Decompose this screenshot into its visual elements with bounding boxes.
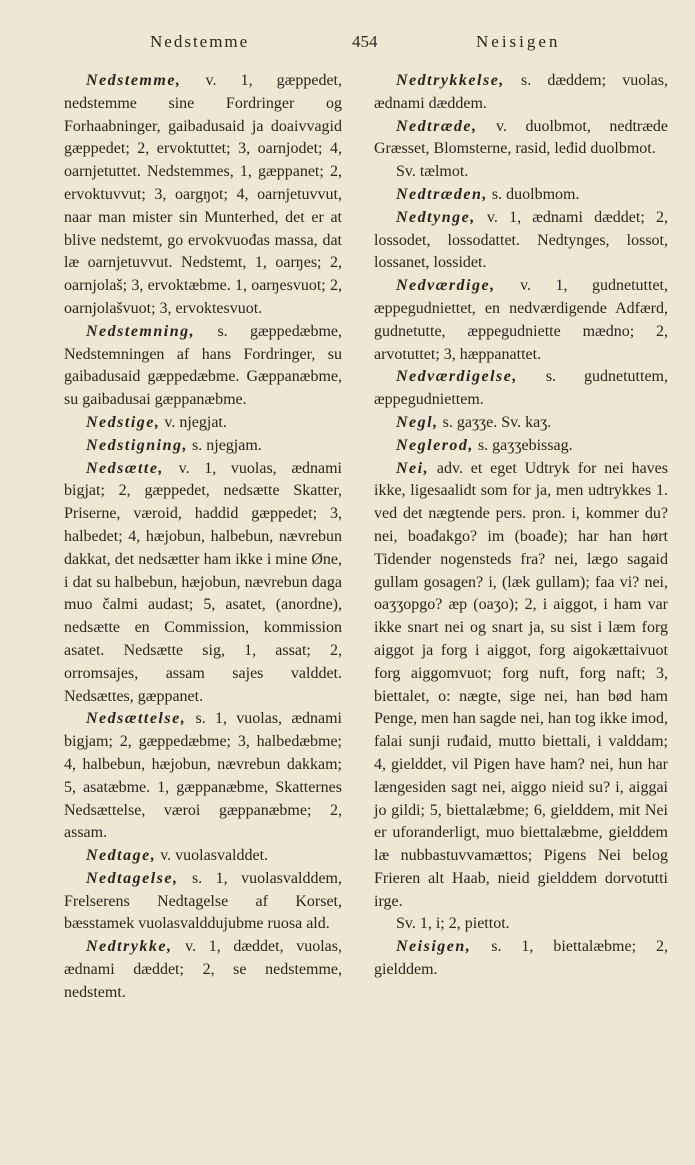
entry-text: v. 1, dæddet, vuolas, ædnami dæddet; 2, se nedstemme, nedstemt. (64, 938, 342, 1001)
dictionary-entry (64, 936, 342, 1004)
headword: Nedstemning, (86, 322, 196, 340)
headword: Nedtynge, (396, 208, 476, 226)
dictionary-entry (374, 70, 668, 116)
page-number: 454 (352, 32, 378, 51)
entry-text: s. gæppedæbme, Nedstemningen af hans Fordringer, su gaibadusaid gæppedæbme. Gæppanæbme, su gaibadusai gæppanæbme. (64, 322, 342, 409)
dictionary-entry (64, 458, 342, 709)
entry-text: s. 1, vuolasvalddem, Frelserens Nedtagelse af Korset, bæsstamek vuolasvalddujubme ruosa ald. (64, 869, 342, 933)
entry-text: adv. et eget Udtryk for nei haves ikke, ligesaalidt som for ja, men udtrykkes 1. ved det nægtende pers. pron. i, kommer du? nei, boađakgo? im (boađe); har han hørt Tidender nogensteds fra? nei, lægo sagaid gullam gosagen? i, (læk gullam); faa vi? nei, oaʒʒopgo? æp (oaʒo); 2, i aiggot, i ham var ikke snart nei og snart ja, su sist i læm forg aiggot ja forg i aiggot, forg aigokættaivuot forg aiggomvuot; forg nuft, forg naft; 3, biettalet, o: nægte, sige nei, han bød ham Penge, men han sagde nei, han tog ikke imod, falai sunji ruđaid, mutto biettali, i valddam; 4, gielddet, vil Pigen have ham? nei, hun har længesiden sagt nei, aiggo nieid su? i, aiggai jo gildi; 5, biettalæbme; 6, gielddem, mit Nei er uforanderligt, muo biettalæbme, gielddem læ nubbastuvvamættos; Pigens Nei belog Frieren alt Haab, nieid gielddem dorvotutti irge. (374, 459, 668, 910)
page-header (84, 32, 668, 58)
dictionary-entry (64, 70, 342, 321)
entry-text: v. 1, gæppedet, nedstemme sine Fordringer og Forhaabninger, gaibadusaid ja doaivvagid gæppedet; 2, ervoktuttet; 3, oarnjodet; 4, oarnjetuttet. Nedstemmes, 1, gæppanet; 2, ervoktuvvut; 3, oargŋot; 4, oarnjetuvvut, naar man mister sin Munterhed, det er at blive nedstemt, go ervokvuođas massa, dat læ oarnjetuvvut. Nedstemt, 1, oarŋes; 2, oarnjolaš; 3, ervoktæbme. 1, oarŋesvuot; 2, oarnjolašvuot; 3, ervoktesvuot. (64, 72, 342, 317)
headword: Nei, (396, 459, 430, 477)
dictionary-entry (374, 412, 668, 435)
header-left-guideword: Nedstemme (150, 32, 250, 51)
dictionary-entry (64, 321, 342, 412)
headword: Nedværdigelse, (396, 368, 518, 386)
dictionary-entry (64, 868, 342, 936)
dictionary-entry (374, 116, 668, 162)
entry-text: s. gaʒʒe. Sv. kaʒ. (438, 413, 552, 431)
entry-text: v. 1, gudnetuttet, æppegudniettet, en nedværdigende Adfærd, gudnetutte, æppegudniette mædno; 2, arvotuttet; 3, hæppanattet. (374, 277, 668, 363)
entry-text: s. gudnetuttem, æppegudniettem. (374, 368, 668, 409)
left-column (64, 70, 342, 1005)
dictionary-entry (64, 412, 342, 435)
entry-text: s. dæddem; vuolas, ædnami dæddem. (374, 72, 668, 112)
headword: Nedtagelse, (86, 869, 179, 887)
right-column (374, 70, 668, 982)
dictionary-entry (64, 845, 342, 868)
entry-text: v. njegjat. (160, 413, 227, 431)
entry-text: s. duolbmom. (487, 185, 580, 203)
headword: Nedtræde, (396, 117, 478, 135)
entry-text: s. 1, vuolas, ædnami bigjam; 2, gæppedæbme; 3, halbedæbme; 4, halbebun, hæjobun, nævrebun dakkam; 5, asatæbme. 1, gæppanæbme, Skatternes Nedsættelse, væroi gæppanæbme; 2, assam. (64, 710, 342, 842)
headword: Nedstigning, (86, 436, 189, 454)
entry-text: s. gaʒʒebissag. (473, 436, 573, 454)
headword: Nedtrykkelse, (396, 72, 505, 89)
dictionary-entry (374, 936, 668, 982)
dictionary-entry (64, 435, 342, 458)
entry-text: s. njegjam. (188, 436, 262, 454)
entry-text: v. duolbmot, nedtræde Græsset, Blomsterne, rasid, leđid duolbmot. (374, 117, 668, 158)
headword: Nedstemme, (86, 72, 182, 89)
headword: Nedværdige, (396, 277, 496, 295)
headword: Nedtage, (86, 847, 157, 865)
header-right-guideword: Neisigen (476, 32, 561, 51)
headword: Nedstige, (86, 413, 161, 431)
dictionary-entry (64, 708, 342, 845)
dictionary-entry (374, 458, 668, 914)
headword: Neglerod, (396, 436, 474, 454)
headword: Nedtræden, (396, 185, 488, 203)
entry-text: v. vuolasvalddet. (156, 847, 269, 865)
dictionary-entry (374, 366, 668, 412)
dictionary-entry (374, 184, 668, 207)
entry-text: v. 1, ædnami dæddet; 2, lossodet, lossodattet. Nedtynges, lossot, lossanet, lossidet. (374, 208, 668, 272)
dictionary-entry (374, 435, 668, 458)
headword: Nedsætte, (86, 459, 164, 477)
headword: Neisigen, (396, 938, 472, 956)
entry-text: Sv. tælmot. (396, 163, 469, 181)
entry-text: v. 1, vuolas, ædnami bigjat; 2, gæppedet, nedsætte Skatter, Priserne, væroid, haddid gæppedet; 3, halbedet; 4, hæjobun, halbebun, nævrebun dakkat, det nedsætter ham ikke i mine Øne, i dat su halbebun, hæjobun, nævrebun daga muo čalmi audast; 5, asatet, (anordne), nedsætte en Commission, kommission asatet. Nedsætte sig, 1, assat; 2, orromsajes, assam sajes valddet. Nedsættes, gæppanet. (64, 459, 342, 705)
entry-text: Sv. 1, i; 2, piettot. (396, 915, 510, 933)
headword: Nedsættelse, (86, 710, 187, 728)
dictionary-entry (374, 913, 668, 936)
dictionary-entry (374, 161, 668, 184)
headword: Negl, (396, 413, 439, 431)
dictionary-entry (374, 207, 668, 275)
headword: Nedtrykke, (86, 938, 173, 956)
entry-text: s. 1, biettalæbme; 2, gielddem. (374, 938, 668, 979)
dictionary-entry (374, 275, 668, 366)
